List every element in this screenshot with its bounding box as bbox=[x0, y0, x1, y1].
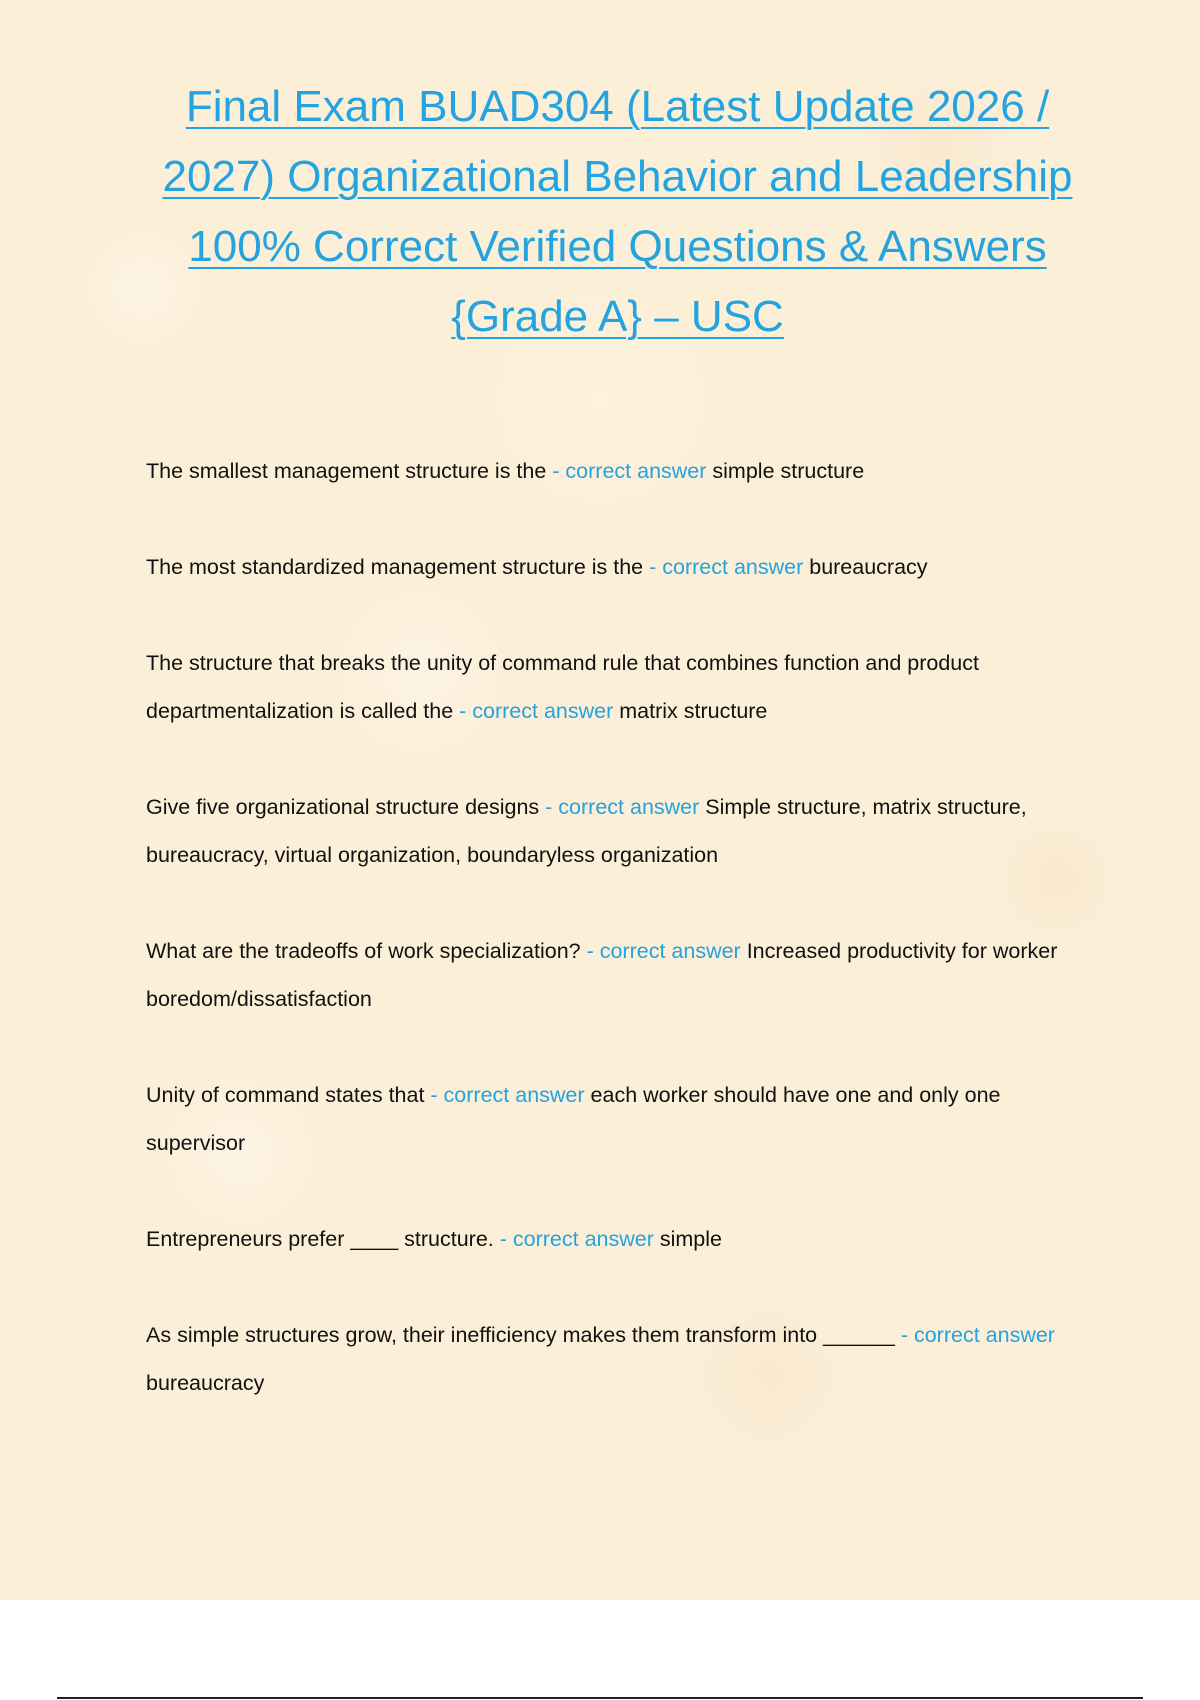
answer-marker: - correct answer bbox=[649, 555, 804, 579]
answer-marker: - correct answer bbox=[545, 795, 700, 819]
qa-item bbox=[146, 1215, 1096, 1263]
answer-marker: - correct answer bbox=[459, 699, 614, 723]
answer-marker: - correct answer bbox=[900, 1323, 1055, 1347]
answer-text: simple bbox=[659, 1227, 723, 1251]
question-text: The most standardized management structure is the bbox=[146, 555, 644, 579]
question-text: What are the tradeoffs of work specialization? bbox=[146, 939, 581, 963]
answer-text: simple structure bbox=[712, 459, 865, 483]
qa-item bbox=[146, 1311, 1096, 1407]
question-text: The structure that breaks the unity of command rule that combines function and product departmentalization is called the bbox=[146, 651, 979, 723]
question-text: Entrepreneurs prefer ____ structure. bbox=[146, 1227, 494, 1251]
answer-marker: - correct answer bbox=[586, 939, 741, 963]
question-text: As simple structures grow, their inefficiency makes them transform into ______ bbox=[146, 1323, 895, 1347]
answer-marker: - correct answer bbox=[552, 459, 707, 483]
answer-marker: - correct answer bbox=[499, 1227, 654, 1251]
answer-text: Increased productivity for worker boredom/dissatisfaction bbox=[146, 939, 1058, 1011]
qa-list bbox=[146, 447, 1096, 1455]
qa-item bbox=[146, 1071, 1096, 1167]
qa-item bbox=[146, 543, 1096, 591]
qa-item bbox=[146, 447, 1096, 495]
answer-text: Simple structure, matrix structure, bureaucracy, virtual organization, boundaryless organization bbox=[146, 795, 1027, 867]
footer-divider bbox=[57, 1697, 1143, 1699]
qa-item bbox=[146, 783, 1096, 879]
qa-item bbox=[146, 639, 1096, 735]
document-title: Final Exam BUAD304 (Latest Update 2026 / 2027) Organizational Behavior and Leadership 100% Correct Verified Questions & Answers {Grade A} – USC bbox=[162, 82, 1073, 341]
qa-item bbox=[146, 927, 1096, 1023]
question-text: The smallest management structure is the bbox=[146, 459, 547, 483]
question-text: Give five organizational structure designs bbox=[146, 795, 540, 819]
question-text: Unity of command states that bbox=[146, 1083, 425, 1107]
answer-text: matrix structure bbox=[619, 699, 768, 723]
answer-text: bureaucracy bbox=[809, 555, 928, 579]
answer-text: each worker should have one and only one supervisor bbox=[146, 1083, 1001, 1155]
answer-marker: - correct answer bbox=[430, 1083, 585, 1107]
answer-text: bureaucracy bbox=[146, 1371, 265, 1395]
